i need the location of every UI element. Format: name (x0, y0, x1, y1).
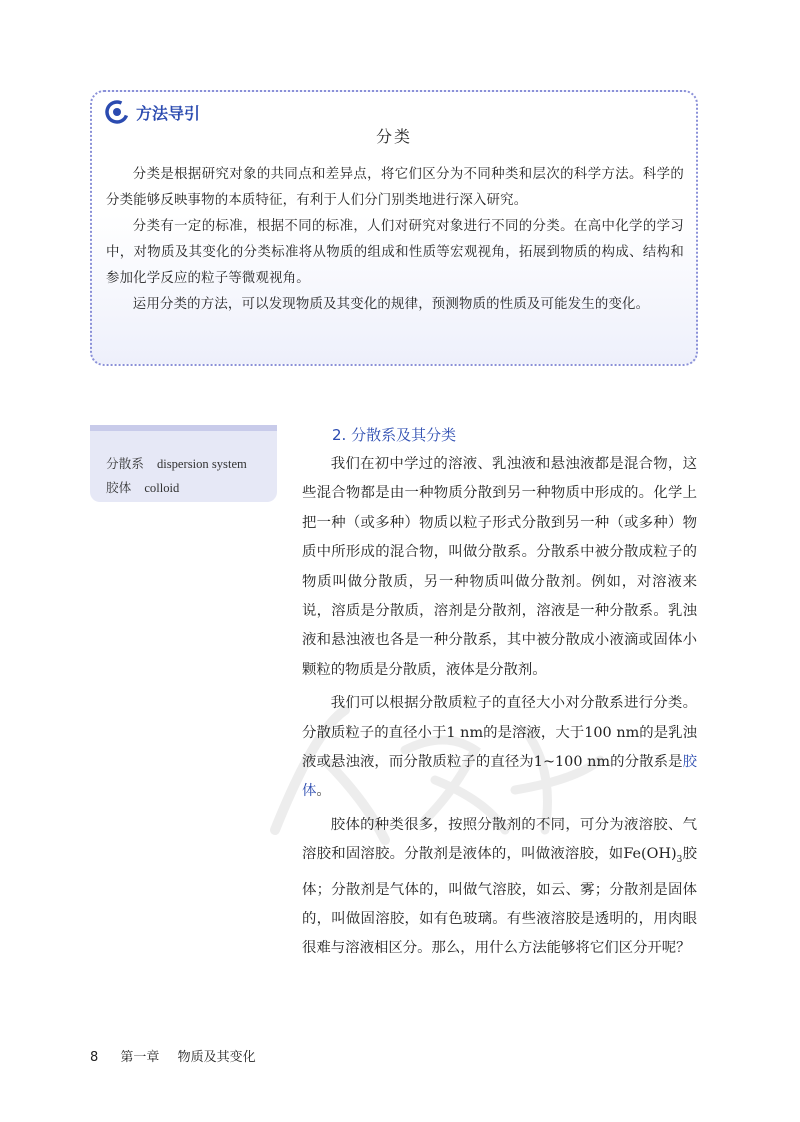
method-guide-label: 方法导引 (136, 103, 201, 123)
body-text-run: 胶体；分散剂是气体的，叫做气溶胶，如云、雾；分散剂是固体的，叫做固溶胶，如有色玻璃。有些液溶胶是透明的，用肉眼很难与溶液相区分。那么，用什么方法能够将它们区分开呢？ (302, 846, 697, 957)
body-paragraph (302, 811, 697, 964)
method-guide-header (104, 98, 200, 126)
method-guide-box (90, 90, 698, 366)
method-guide-title: 分类 (375, 127, 412, 146)
glossary-term-cn: 胶体 (106, 481, 132, 495)
body-paragraph (302, 689, 697, 807)
subscript: 3 (676, 855, 683, 866)
method-paragraph: 运用分类的方法，可以发现物质及其变化的规律，预测物质的性质及可能发生的变化。 (132, 297, 650, 312)
page-footer (90, 1046, 256, 1065)
chapter-title: 物质及其变化 (177, 1050, 256, 1065)
section-heading: 2. 分散系及其分类 (332, 426, 457, 444)
page-number: 8 (90, 1050, 99, 1065)
glossary-term-cn: 分散系 (106, 457, 144, 471)
method-paragraph: 分类是根据研究对象的共同点和差异点，将它们区分为不同种类和层次的科学方法。科学的分类能够反映事物的本质特征，有利于人们分门别类地进行深入研究。 (106, 167, 684, 208)
body-text-run: 我们可以根据分散质粒子的直径大小对分散系进行分类。分散质粒子的直径小于1 nm的是溶液，大于100 nm的是乳浊液或悬浊液，而分散质粒子的直径为1~100 nm的分散系是 (302, 695, 697, 771)
body-text-run: 胶体的种类很多，按照分散剂的不同，可分为液溶胶、气溶胶和固溶胶。分散剂是液体的，叫做液溶胶，如Fe(OH) (302, 816, 697, 863)
glossary-entry (106, 477, 179, 496)
chapter-label: 第一章 (120, 1050, 160, 1065)
glossary-term-en: colloid (144, 481, 180, 495)
keyword-colloid: 胶体 (302, 754, 697, 800)
main-body-text (302, 450, 697, 968)
method-guide-body (106, 162, 684, 318)
body-text-run: 。 (316, 783, 331, 800)
glossary-term-en: dispersion system (156, 457, 247, 471)
body-paragraph: 我们在初中学过的溶液、乳浊液和悬浊液都是混合物，这些混合物都是由一种物质分散到另一种物质中形成的。化学上把一种（或多种）物质以粒子形式分散到另一种（或多种）物质中所形成的混合物，叫做分散系。分散系中被分散成粒子的物质叫做分散质，另一种物质叫做分散剂。例如，对溶液来说，溶质是分散质，溶剂是分散剂，溶液是一种分散系。乳浊液和悬浊液也各是一种分散系，其中被分散成小液滴或固体小颗粒的物质是分散质，液体是分散剂。 (302, 456, 697, 678)
method-guide-icon (104, 99, 130, 125)
method-paragraph: 分类有一定的标准，根据不同的标准，人们对研究对象进行不同的分类。在高中化学的学习中，对物质及其变化的分类标准将从物质的组成和性质等宏观视角，拓展到物质的构成、结构和参加化学反应的粒子等微观视角。 (106, 219, 684, 286)
glossary-entry (106, 453, 247, 472)
glossary-box (90, 425, 277, 502)
